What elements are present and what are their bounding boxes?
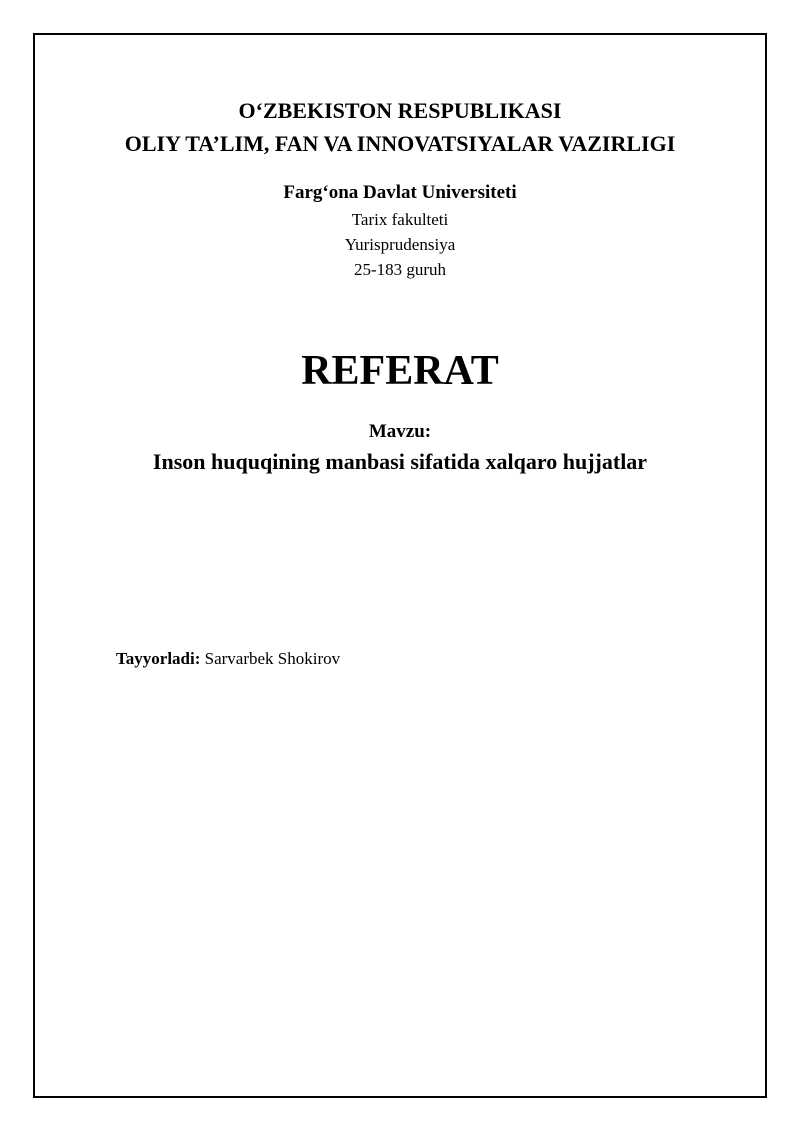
author-label: Tayyorladi: [116,649,201,668]
author-line [116,648,340,670]
group-number: 25-183 guruh [353,260,447,279]
ministry-heading: OLIY TA’LIM, FAN VA INNOVATSIYALAR VAZIRLIGI [124,131,676,156]
topic-label: Mavzu: [368,421,432,442]
country-heading: O‘ZBEKISTON RESPUBLIKASI [238,98,562,123]
faculty-name: Tarix fakulteti [351,210,449,229]
author-name: Sarvarbek Shokirov [204,649,341,668]
specialty-name: Yurisprudensiya [344,235,456,254]
document-type-title: REFERAT [301,348,499,394]
university-name: Farg‘ona Davlat Universiteti [283,182,517,203]
topic-title: Inson huquqining manbasi sifatida xalqaro hujjatlar [152,449,648,474]
